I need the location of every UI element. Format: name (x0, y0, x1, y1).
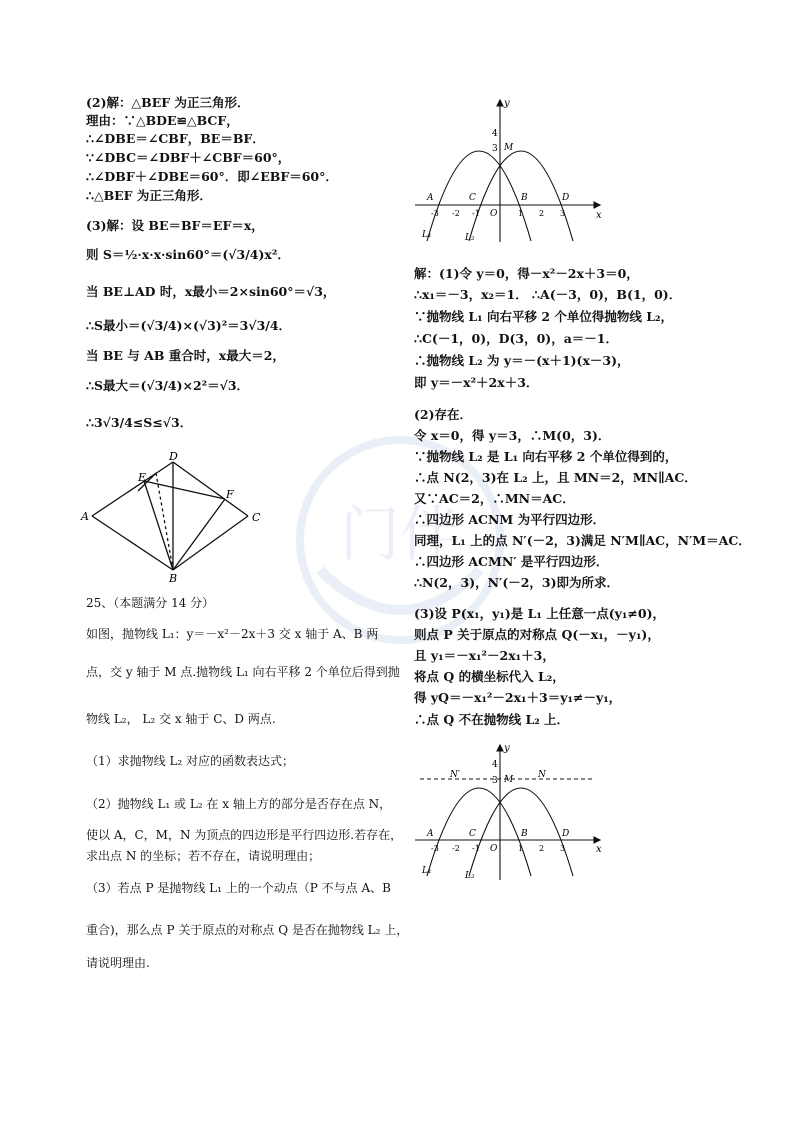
tick-4: 4 (492, 760, 498, 770)
text-line: 又∵AC＝2，∴MN＝AC． (414, 491, 575, 506)
label-D: D (562, 829, 570, 839)
tick-3: 3 (492, 776, 498, 786)
text-line: ∴x₁＝－3，x₂＝1． ∴A(－3，0)，B(1，0)． (414, 287, 682, 302)
label-L2: L₂ (465, 233, 475, 243)
geometry-figure (80, 448, 270, 588)
label-Nprime: N′ (450, 770, 460, 780)
text-line: ∴∠DBF＋∠DBE＝60°．即∠EBF＝60°． (86, 169, 338, 184)
text-line: ∴点 Q 不在抛物线 L₂ 上． (414, 712, 570, 727)
watermark-text: 门伴 (340, 500, 460, 570)
problem-question-2: （2）抛物线 L₁ 或 L₂ 在 x 轴上方的部分是否存在点 N， (86, 797, 392, 811)
problem-question-1: （1）求抛物线 L₂ 对应的函数表达式； (86, 754, 295, 768)
problem-question-2: 使以 A，C，M，N 为顶点的四边形是平行四边形.若存在， (86, 828, 403, 842)
tick-m2: -2 (452, 209, 460, 218)
tick-2: 2 (539, 209, 545, 218)
label-L1: L₁ (422, 230, 432, 240)
axis-x-label: x (596, 210, 602, 221)
text-line: ∴四边形 ACNM 为平行四边形． (414, 512, 606, 527)
problem-question-2: 求出点 N 的坐标；若不存在，请说明理由； (86, 849, 321, 863)
text-line: ∴四边形 ACMN′ 是平行四边形． (414, 554, 609, 569)
text-line: ∴△BEF 为正三角形． (86, 188, 212, 203)
problem-question-3: （3）若点 P 是抛物线 L₁ 上的一个动点（P 不与点 A、B (86, 881, 391, 895)
label-A: A (427, 193, 434, 203)
text-line: ∴∠DBE＝∠CBF，BE＝BF． (86, 131, 265, 146)
label-C: C (469, 193, 476, 203)
text-line: 将点 Q 的横坐标代入 L₂， (414, 669, 565, 684)
label-A: A (81, 510, 89, 523)
text-line: 理由：∵△BDE≌△BCF， (86, 113, 239, 128)
text-line: ∴C(－1，0)，D(3，0)，a＝－1． (414, 331, 618, 346)
label-L2: L₂ (465, 871, 475, 881)
problem-question-3: 重合)，那么点 P 关于原点的对称点 Q 是否在抛物线 L₂ 上， (86, 923, 409, 937)
tick-3x: 3 (560, 209, 566, 218)
problem-header: 25、（本题满分 14 分） (86, 596, 215, 610)
label-A: A (427, 829, 434, 839)
tick-m2: -2 (452, 844, 460, 853)
tick-2: 2 (539, 844, 545, 853)
tick-3x: 3 (560, 844, 566, 853)
text-line: (2)解：△BEF 为正三角形． (86, 95, 250, 110)
parabola-graph-bottom (410, 740, 610, 890)
tick-m1: -1 (472, 844, 480, 853)
problem-text: 物线 L₂， L₂ 交 x 轴于 C、D 两点. (86, 712, 276, 726)
label-B: B (521, 193, 528, 203)
tick-4: 4 (492, 129, 498, 139)
text-line: 即 y＝－x²＋2x＋3． (414, 375, 539, 390)
text-line: 则点 P 关于原点的对称点 Q(－x₁，－y₁)， (414, 627, 660, 642)
label-E: E (138, 471, 147, 484)
label-O: O (490, 209, 498, 219)
text-line: (3)解：设 BE＝BF＝EF＝x， (86, 218, 264, 233)
tick-m3: -3 (431, 844, 439, 853)
label-O: O (490, 844, 498, 854)
text-line: 解：(1)令 y＝0，得－x²－2x＋3＝0， (414, 266, 639, 281)
parabola-graph-top (410, 92, 610, 252)
text-line: ∴抛物线 L₂ 为 y＝－(x＋1)(x－3)， (414, 353, 630, 368)
problem-text: 如图，抛物线 L₁：y＝－x²－2x＋3 交 x 轴于 A、B 两 (86, 627, 379, 641)
problem-text: 点，交 y 轴于 M 点.抛物线 L₁ 向右平移 2 个单位后得到抛 (86, 665, 400, 679)
text-line: (3)设 P(x₁，y₁)是 L₁ 上任意一点(y₁≠0)， (414, 606, 665, 621)
label-C: C (469, 829, 476, 839)
axis-y-label: y (504, 743, 510, 754)
tick-1: 1 (518, 844, 524, 853)
text-line: 则 S＝½·x·x·sin60°＝(√3/4)x²． (86, 247, 290, 262)
label-D: D (562, 193, 570, 203)
text-line: 得 yQ＝－x₁²－2x₁＋3＝y₁≠－y₁， (414, 690, 622, 705)
label-B: B (169, 572, 178, 585)
text-line: 当 BE⊥AD 时，x最小＝2×sin60°＝√3， (86, 284, 336, 299)
text-line: ∴S最小＝(√3/4)×(√3)²＝3√3/4． (86, 318, 292, 333)
label-N: N (538, 770, 546, 780)
text-line: ∵抛物线 L₁ 向右平移 2 个单位得抛物线 L₂， (414, 309, 673, 324)
text-line: ∴S最大＝(√3/4)×2²＝√3． (86, 378, 250, 393)
tick-3: 3 (492, 144, 498, 154)
text-line: ∴点 N(2，3)在 L₂ 上，且 MN＝2，MN∥AC． (414, 470, 697, 485)
text-line: 令 x＝0，得 y＝3，∴M(0，3)． (414, 428, 611, 443)
text-line: ∴N(2，3)，N′(－2，3)即为所求． (414, 575, 620, 590)
text-line: ∴3√3/4≤S≤√3． (86, 415, 193, 430)
text-line: (2)存在． (414, 407, 473, 422)
problem-question-3: 请说明理由. (86, 956, 150, 970)
label-F: F (226, 488, 234, 501)
label-D: D (169, 450, 178, 463)
axis-y-label: y (504, 98, 510, 109)
label-M: M (504, 775, 514, 785)
label-M: M (504, 143, 514, 153)
text-line: ∵抛物线 L₂ 是 L₁ 向右平移 2 个单位得到的， (414, 449, 678, 464)
text-line: ∵∠DBC＝∠DBF＋∠CBF＝60°， (86, 150, 291, 165)
text-line: 且 y₁＝－x₁²－2x₁＋3， (414, 648, 555, 663)
tick-m3: -3 (431, 209, 439, 218)
text-line: 当 BE 与 AB 重合时，x最大＝2， (86, 348, 285, 363)
label-L1: L₁ (422, 866, 432, 876)
tick-1: 1 (518, 209, 524, 218)
label-C: C (252, 511, 261, 524)
text-line: 同理，L₁ 上的点 N′(－2，3)满足 N′M∥AC，N′M＝AC． (414, 533, 751, 548)
tick-m1: -1 (472, 209, 480, 218)
axis-x-label: x (596, 844, 602, 855)
label-B: B (521, 829, 528, 839)
